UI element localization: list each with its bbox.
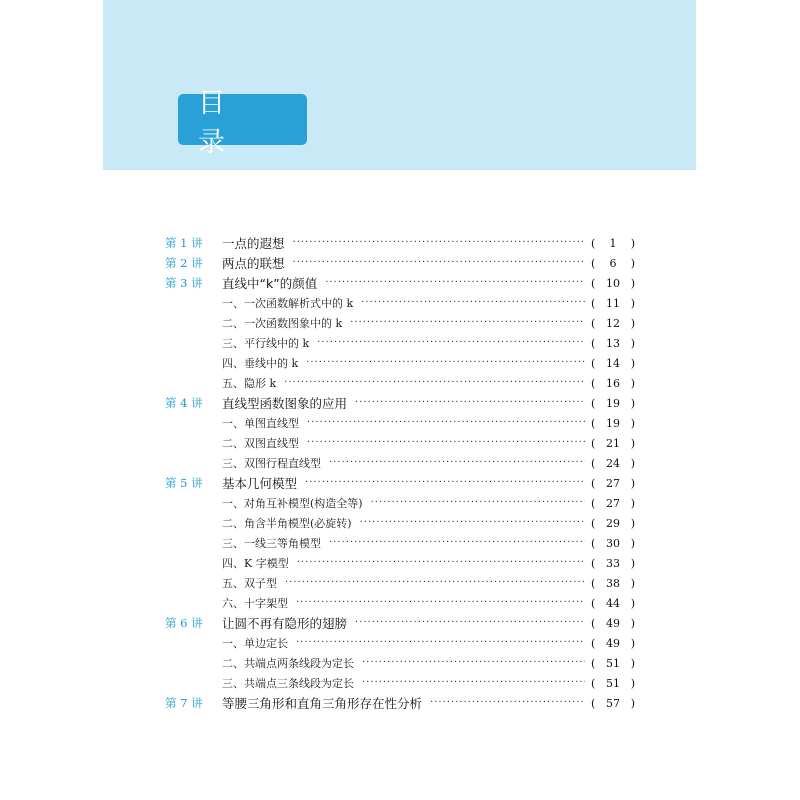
toc-title: 一、单图直线型	[222, 417, 299, 430]
page-value: 57	[606, 696, 620, 710]
open-paren: (	[591, 496, 596, 510]
toc-entry[interactable]	[165, 233, 635, 253]
toc-title: 五、双子型	[222, 577, 277, 590]
lecture-number: 第 4 讲	[165, 396, 203, 410]
page-value: 6	[609, 256, 617, 270]
toc-entry[interactable]	[165, 613, 635, 633]
open-paren: (	[591, 296, 596, 310]
page-value: 27	[606, 496, 620, 510]
dot-leader	[293, 233, 585, 253]
page-number	[591, 477, 635, 490]
page-value: 49	[606, 616, 620, 630]
toc-subentry[interactable]	[165, 373, 635, 393]
page-value: 10	[606, 276, 620, 290]
page-number	[591, 657, 635, 670]
close-paren: )	[630, 276, 635, 290]
page-number	[591, 537, 635, 550]
toc-title: 基本几何模型	[222, 476, 298, 491]
page-number	[591, 277, 635, 290]
page-number	[591, 437, 635, 450]
close-paren: )	[630, 336, 635, 350]
page-number	[591, 597, 635, 610]
close-paren: )	[630, 416, 635, 430]
close-paren: )	[630, 696, 635, 710]
dot-leader	[307, 413, 585, 433]
open-paren: (	[591, 696, 596, 710]
toc-subentry[interactable]	[165, 293, 635, 313]
lecture-number: 第 6 讲	[165, 616, 203, 630]
open-paren: (	[591, 636, 596, 650]
page-value: 16	[606, 376, 620, 390]
lecture-number: 第 5 讲	[165, 476, 203, 490]
open-paren: (	[591, 336, 596, 350]
toc-subentry[interactable]	[165, 493, 635, 513]
toc-title: 让圆不再有隐形的翅膀	[222, 616, 348, 631]
open-paren: (	[591, 356, 596, 370]
page-number	[591, 697, 635, 710]
page-number	[591, 637, 635, 650]
open-paren: (	[591, 456, 596, 470]
open-paren: (	[591, 396, 596, 410]
page-value: 11	[606, 296, 620, 310]
page-number	[591, 377, 635, 390]
close-paren: )	[630, 456, 635, 470]
page-number	[591, 517, 635, 530]
page-value: 19	[606, 396, 620, 410]
page-value: 21	[606, 436, 620, 450]
page-value: 27	[606, 476, 620, 490]
toc-entry[interactable]	[165, 693, 635, 713]
close-paren: )	[630, 636, 635, 650]
close-paren: )	[630, 376, 635, 390]
toc-title: 二、角含半角模型(必旋转)	[222, 517, 352, 530]
toc-subentry[interactable]	[165, 593, 635, 613]
close-paren: )	[630, 616, 635, 630]
lecture-number: 第 1 讲	[165, 236, 203, 250]
toc-subentry[interactable]	[165, 353, 635, 373]
close-paren: )	[630, 556, 635, 570]
toc-title: 四、K 字模型	[222, 557, 289, 570]
dot-leader	[371, 493, 585, 513]
close-paren: )	[630, 536, 635, 550]
page-value: 51	[606, 676, 620, 690]
page-value: 29	[606, 516, 620, 530]
page-value: 24	[606, 456, 620, 470]
page-number	[591, 677, 635, 690]
close-paren: )	[630, 476, 635, 490]
toc-title: 直线型函数图象的应用	[222, 396, 348, 411]
page-number	[591, 497, 635, 510]
toc-subentry[interactable]	[165, 513, 635, 533]
toc-subentry[interactable]	[165, 653, 635, 673]
dot-leader	[317, 333, 585, 353]
page-number	[591, 397, 635, 410]
lecture-number: 第 2 讲	[165, 256, 203, 270]
toc-subentry[interactable]	[165, 333, 635, 353]
toc-subentry[interactable]	[165, 313, 635, 333]
dot-leader	[361, 293, 585, 313]
page-number	[591, 557, 635, 570]
page-number	[591, 617, 635, 630]
page-title: 目 录	[178, 94, 307, 145]
close-paren: )	[630, 256, 635, 270]
toc-title: 一、单边定长	[222, 637, 288, 650]
page-value: 49	[606, 636, 620, 650]
toc-title: 两点的联想	[222, 256, 285, 271]
close-paren: )	[630, 576, 635, 590]
close-paren: )	[630, 436, 635, 450]
toc-title: 等腰三角形和直角三角形存在性分析	[222, 696, 423, 711]
close-paren: )	[630, 396, 635, 410]
page-value: 44	[606, 596, 620, 610]
open-paren: (	[591, 236, 596, 250]
close-paren: )	[630, 596, 635, 610]
lecture-number: 第 3 讲	[165, 276, 203, 290]
dot-leader	[350, 313, 585, 333]
toc-title: 四、垂线中的 k	[222, 357, 299, 370]
toc-subentry[interactable]	[165, 553, 635, 573]
dot-leader	[285, 573, 585, 593]
open-paren: (	[591, 436, 596, 450]
page-number	[591, 257, 635, 270]
dot-leader	[362, 673, 585, 693]
dot-leader	[296, 593, 585, 613]
dot-leader	[329, 453, 585, 473]
toc-subentry[interactable]	[165, 633, 635, 653]
toc-subentry[interactable]	[165, 673, 635, 693]
dot-leader	[360, 513, 585, 533]
page-number	[591, 297, 635, 310]
dot-leader	[355, 393, 585, 413]
page-value: 19	[606, 416, 620, 430]
page-value: 12	[606, 316, 620, 330]
close-paren: )	[630, 496, 635, 510]
toc-subentry[interactable]	[165, 413, 635, 433]
open-paren: (	[591, 576, 596, 590]
open-paren: (	[591, 416, 596, 430]
toc-title: 六、十字架型	[222, 597, 288, 610]
page-number	[591, 577, 635, 590]
toc-title: 三、双图行程直线型	[222, 457, 321, 470]
toc-title: 三、平行线中的 k	[222, 337, 310, 350]
close-paren: )	[630, 656, 635, 670]
dot-leader	[329, 533, 585, 553]
close-paren: )	[630, 236, 635, 250]
toc-subentry[interactable]	[165, 533, 635, 553]
table-of-contents	[165, 233, 635, 713]
page-number	[591, 417, 635, 430]
open-paren: (	[591, 556, 596, 570]
page-number	[591, 317, 635, 330]
dot-leader	[284, 373, 585, 393]
toc-entry[interactable]	[165, 253, 635, 273]
toc-subentry[interactable]	[165, 453, 635, 473]
page-number	[591, 457, 635, 470]
open-paren: (	[591, 316, 596, 330]
page-value: 33	[606, 556, 620, 570]
toc-entry[interactable]	[165, 273, 635, 293]
page-number	[591, 337, 635, 350]
open-paren: (	[591, 476, 596, 490]
dot-leader	[293, 253, 585, 273]
open-paren: (	[591, 256, 596, 270]
page-value: 1	[609, 236, 617, 250]
dot-leader	[297, 553, 585, 573]
toc-title: 一、对角互补模型(构造全等)	[222, 497, 363, 510]
toc-entry[interactable]	[165, 473, 635, 493]
dot-leader	[305, 473, 585, 493]
open-paren: (	[591, 656, 596, 670]
toc-entry[interactable]	[165, 393, 635, 413]
close-paren: )	[630, 296, 635, 310]
toc-title: 二、一次函数图象中的 k	[222, 317, 343, 330]
open-paren: (	[591, 676, 596, 690]
open-paren: (	[591, 596, 596, 610]
page-value: 38	[606, 576, 620, 590]
toc-title: 三、共端点三条线段为定长	[222, 677, 354, 690]
close-paren: )	[630, 316, 635, 330]
toc-title: 一、一次函数解析式中的 k	[222, 297, 354, 310]
lecture-number: 第 7 讲	[165, 696, 203, 710]
dot-leader	[430, 693, 585, 713]
toc-title: 一点的遐想	[222, 236, 285, 251]
page-value: 14	[606, 356, 620, 370]
toc-title: 三、一线三等角模型	[222, 537, 321, 550]
open-paren: (	[591, 536, 596, 550]
page-value: 51	[606, 656, 620, 670]
page-value: 13	[606, 336, 620, 350]
toc-title: 直线中“k”的颜值	[222, 276, 318, 291]
close-paren: )	[630, 356, 635, 370]
open-paren: (	[591, 376, 596, 390]
open-paren: (	[591, 616, 596, 630]
page-value: 30	[606, 536, 620, 550]
toc-title: 二、共端点两条线段为定长	[222, 657, 354, 670]
toc-subentry[interactable]	[165, 573, 635, 593]
open-paren: (	[591, 276, 596, 290]
page-number	[591, 357, 635, 370]
toc-title: 二、双图直线型	[222, 437, 299, 450]
dot-leader	[306, 353, 585, 373]
toc-title: 五、隐形 k	[222, 377, 277, 390]
dot-leader	[355, 613, 585, 633]
dot-leader	[325, 273, 585, 293]
close-paren: )	[630, 676, 635, 690]
dot-leader	[296, 633, 585, 653]
dot-leader	[362, 653, 585, 673]
toc-subentry[interactable]	[165, 433, 635, 453]
page-number	[591, 237, 635, 250]
open-paren: (	[591, 516, 596, 530]
dot-leader	[307, 433, 585, 453]
close-paren: )	[630, 516, 635, 530]
